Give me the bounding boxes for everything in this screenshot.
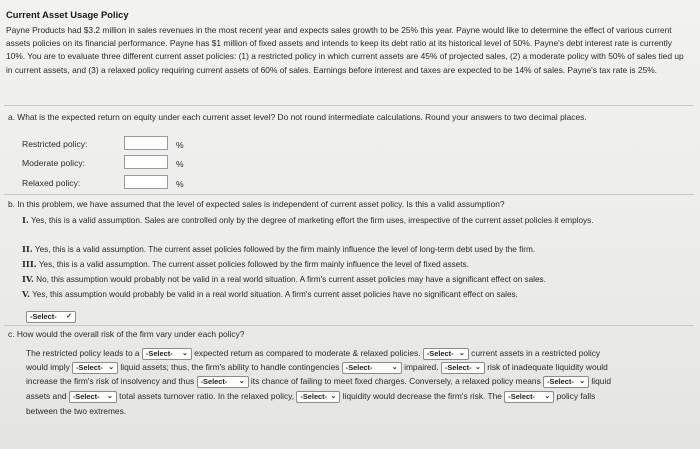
select-label: -Select- — [76, 362, 103, 372]
text: would imply — [26, 362, 70, 372]
option-ii — [22, 243, 682, 256]
part-c-select-1[interactable] — [142, 348, 192, 360]
part-c-select-6[interactable] — [197, 376, 249, 388]
option-text: Yes, this is a valid assumption. Sales are controlled only by the degree of marketing effort the firm uses, irrespective of the current asset policies it employs. — [30, 216, 594, 225]
chevron-down-icon: ⌄ — [330, 392, 337, 400]
problem-intro: Payne Products had $3.2 million in sales revenues in the most recent year and expects sales growth to be 25% this year. Payne would like to determine the effect of various current assets policies on its financial performance. Payne has $1 million of fixed assets and intends to keep its debt ratio at its historical level of 50%. Payne's debt interest rate is currently 10%. You are to evaluate three different current asset policies: (1) a restricted policy in which current assets are 45% of projected sales, (2) a moderate policy with 50% of sales tied up in current assets, and (3) a relaxed policy requiring current assets of 60% of sales. Earnings before interest and taxes are expected to be 14% of sales. Payne's tax rate is 25%. — [6, 25, 684, 75]
part-c-question: c. How would the overall risk of the firm vary under each policy? — [8, 329, 245, 339]
chevron-down-icon: ⌄ — [108, 363, 115, 371]
chevron-down-icon: ⌄ — [544, 392, 551, 400]
chevron-down-icon: ⌄ — [458, 349, 465, 357]
moderate-policy-unit: % — [176, 159, 184, 169]
option-iii — [22, 258, 682, 271]
text: its chance of failing to meet fixed charges. Conversely, a relaxed policy means — [250, 376, 541, 386]
chevron-down-icon: ⌄ — [106, 392, 113, 400]
restricted-policy-unit: % — [176, 140, 184, 150]
select-label: -Select- — [72, 391, 100, 401]
restricted-policy-label: Restricted policy: — [22, 139, 88, 149]
option-text: Yes, this is a valid assumption. The current asset policies followed by the firm mainly influence the level of fixed assets. — [38, 260, 469, 269]
option-text: No, this assumption would probably not be valid in a real world situation. A firm's current asset policies may have a significant effect on sales. — [36, 275, 546, 284]
page-title: Current Asset Usage Policy — [6, 9, 129, 20]
chevron-down-icon: ⌄ — [475, 363, 481, 371]
text: total assets turnover ratio. In the relaxed policy, — [119, 391, 295, 401]
relaxed-policy-label: Relaxed policy: — [22, 178, 81, 188]
relaxed-policy-input[interactable] — [124, 175, 168, 189]
text: The restricted policy leads to a — [26, 348, 140, 358]
select-label: -Select- — [345, 362, 373, 372]
part-c-line-3 — [26, 375, 690, 389]
restricted-policy-input[interactable] — [124, 136, 168, 150]
part-c-select-10[interactable] — [504, 391, 554, 403]
select-label: -Select- — [547, 376, 574, 386]
part-c-line-2 — [26, 361, 690, 375]
part-b-select[interactable] — [26, 311, 76, 323]
option-number: IV. — [22, 274, 34, 284]
option-iv — [22, 273, 682, 286]
select-label: -Select- — [508, 391, 535, 401]
text: liquid — [591, 376, 611, 386]
part-c-select-7[interactable] — [543, 376, 589, 388]
part-c-line-4 — [26, 390, 690, 404]
text: current assets in a restricted policy — [471, 348, 601, 358]
text: risk of inadequate liquidity would — [487, 362, 608, 372]
option-number: V. — [22, 289, 30, 299]
text: policy falls — [556, 391, 596, 401]
select-label: -Select- — [300, 391, 328, 401]
select-label: -Select- — [200, 376, 228, 386]
chevron-down-icon: ✓ — [66, 313, 72, 321]
chevron-down-icon: ⌄ — [238, 377, 245, 385]
option-v — [22, 288, 682, 301]
option-i — [22, 214, 682, 227]
divider — [4, 105, 694, 106]
option-text: Yes, this is a valid assumption. The current asset policies followed by the firm mainly influence the level of long-term debt used by the firm. — [34, 245, 536, 254]
part-a-question: a. What is the expected return on equity under each current asset level? Do not round intermediate calculations. Round your answers to two decimal places. — [8, 112, 587, 122]
part-c-line-5: between the two extremes. — [26, 406, 127, 416]
option-number: III. — [22, 259, 37, 269]
divider — [4, 325, 694, 326]
part-c-select-4[interactable] — [342, 362, 402, 374]
chevron-down-icon: ⌄ — [182, 349, 188, 357]
relaxed-policy-unit: % — [176, 179, 184, 189]
part-c-select-9[interactable] — [296, 391, 340, 403]
part-c-select-5[interactable] — [441, 362, 485, 374]
select-label: -Select- — [30, 311, 57, 321]
option-number: I. — [22, 215, 29, 225]
part-c-select-2[interactable] — [423, 348, 469, 360]
moderate-policy-label: Moderate policy: — [22, 158, 86, 168]
text: impaired. — [404, 362, 439, 372]
text: expected return as compared to moderate & relaxed policies. — [194, 348, 421, 358]
divider — [4, 194, 694, 195]
text: liquidity would decrease the firm's risk. The — [342, 391, 502, 401]
chevron-down-icon: ⌄ — [579, 377, 586, 385]
option-number: II. — [22, 244, 33, 254]
select-label: -Select- — [145, 348, 173, 358]
chevron-down-icon: ⌄ — [391, 363, 398, 371]
part-c-line-1 — [26, 347, 690, 361]
part-c-select-3[interactable] — [72, 362, 118, 374]
text: assets and — [26, 391, 67, 401]
part-b-question: b. In this problem, we have assumed that the level of expected sales is independent of current asset policy. Is this a valid assumption? — [8, 199, 505, 209]
option-text: Yes, this assumption would probably be valid in a real world situation. A firm's current asset policies have no significant effect on sales. — [32, 290, 518, 299]
select-label: -Select- — [444, 362, 472, 372]
select-label: -Select- — [426, 348, 454, 358]
part-c-select-8[interactable] — [69, 391, 117, 403]
text: liquid assets; thus, the firm's ability to handle contingencies — [120, 362, 340, 372]
moderate-policy-input[interactable] — [124, 155, 168, 169]
text: increase the firm's risk of insolvency and thus — [26, 376, 195, 386]
